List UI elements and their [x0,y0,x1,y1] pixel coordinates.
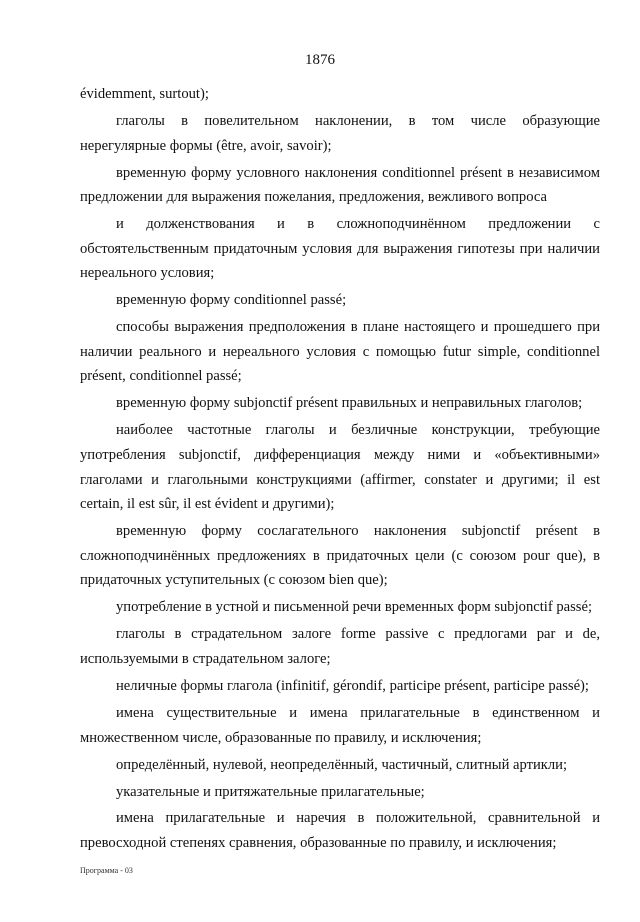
paragraph: имена существительные и имена прилагательные в единственном и множественном числе, образованные по правилу, и исключения; [80,704,600,746]
paragraph: неличные формы глагола (infinitif, gérondif, participe présent, participe passé); [116,677,589,694]
paragraph: временную форму условного наклонения conditionnel présent в независимом предложении для выражения пожелания, предложения, вежливого вопроса [80,164,600,206]
footer-label: Программа - 03 [80,866,133,875]
paragraph: наиболее частотные глаголы и безличные конструкции, требующие употребления subjonctif, дифференциация между ними и «объективными» глаголами и глагольными конструкциями (affirmer, constater и другими; il est certain, il est sûr, il est évident и другими); [80,422,600,513]
paragraph: временную форму subjonctif présent правильных и неправильных глаголов; [116,395,583,412]
page-number: 1876 [305,52,335,68]
paragraph: глаголы в страдательном залоге forme passive с предлогами par и de, используемыми в страдательном залоге; [80,626,600,667]
paragraph-continuation: évidemment, surtout); [80,86,209,102]
paragraph: указательные и притяжательные прилагательные; [116,783,425,800]
paragraph: употребление в устной и письменной речи временных форм subjonctif passé; [116,599,593,616]
paragraph: имена прилагательные и наречия в положительной, сравнительной и превосходной степенях сравнения, образованные по правилу, и исключения; [80,810,600,852]
paragraph: и долженствования и в сложноподчинённом предложении с обстоятельственным придаточным условия для выражения гипотезы при наличии нереального условия; [80,216,600,282]
paragraph: способы выражения предположения в плане настоящего и прошедшего при наличии реального и нереального условия с помощью futur simple, conditionnel présent, conditionnel passé; [80,319,600,385]
paragraph: временную форму сослагательного наклонения subjonctif présent в сложноподчинённых предложениях в придаточных цели (с союзом pour que), в придаточных уступительных (с союзом bien que); [80,523,600,589]
paragraph: глаголы в повелительном наклонении, в том числе образующие нерегулярные формы (être, avoir, savoir); [80,112,600,154]
paragraph: определённый, нулевой, неопределённый, частичный, слитный артикли; [116,756,568,773]
document-body [80,82,600,858]
paragraph: временную форму conditionnel passé; [116,292,347,309]
